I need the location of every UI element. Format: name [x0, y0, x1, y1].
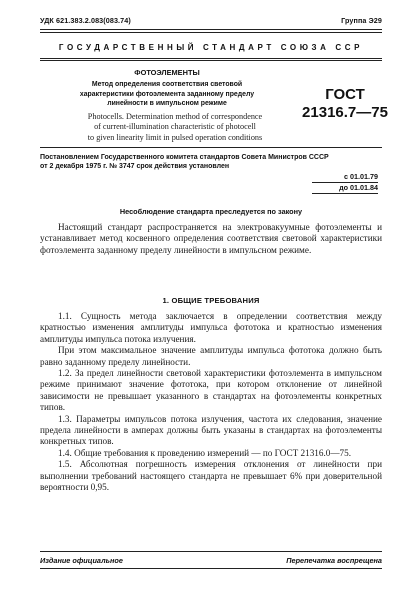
intro-paragraph — [40, 222, 382, 256]
intro-text: Настоящий стандарт распространяется на электровакуумные фотоэлементы и устанавливает метод косвенного определения соответствия световой характеристики фотоэлемента заданному пределу линейности в импульсном режиме. — [40, 222, 382, 255]
top-rule-4 — [40, 60, 382, 61]
udk-code: УДК 621.383.2.083(083.74) — [40, 16, 131, 25]
date-from: с 01.01.79 — [312, 172, 378, 183]
en-title-line: Photocells. Determination method of correspondence — [87, 112, 263, 121]
paragraph-1-4: 1.4. Общие требования к проведению измерений — по ГОСТ 21316.0—75. — [58, 447, 352, 458]
paragraph-1-5: 1.5. Абсолютная погрешность измерения отклонения от линейности при выполнении требований настоящего стандарта не превышает 6% при доверительной вероятности 0,95. — [40, 459, 382, 493]
category-title: ФОТОЭЛЕМЕНТЫ — [134, 68, 200, 77]
law-notice: Несоблюдение стандарта преследуется по закону — [119, 207, 303, 216]
footer-rule-2 — [40, 568, 382, 569]
ru-title — [62, 80, 272, 109]
validity-dates — [312, 172, 378, 194]
top-rule-3 — [40, 58, 382, 59]
section-1-title: 1. ОБЩИЕ ТРЕБОВАНИЯ — [162, 296, 260, 305]
state-standard-title: ГОСУДАРСТВЕННЫЙ СТАНДАРТ СОЮЗА ССР — [58, 43, 364, 52]
decree-text — [40, 153, 385, 172]
gost-number: 21316.7—75 — [302, 104, 388, 121]
en-title-line: of current-illumination characteristic of photocell — [94, 122, 256, 132]
decree-line: от 2 декабря 1975 г. № 3747 срок действия установлен — [40, 163, 230, 171]
gost-label: ГОСТ — [325, 86, 365, 103]
decree-line: Постановлением Государственного комитета стандартов Совета Министров СССР — [40, 154, 329, 161]
ru-title-line: линейности в импульсном режиме — [107, 100, 227, 108]
top-rule-1 — [40, 29, 382, 30]
footer-official: Издание официальное — [40, 556, 123, 565]
paragraph-1-1: 1.1. Сущность метода заключается в определении соответствия между кратностью изменения амплитуды импульса фототока и кратностью изменения амплитуды импульса потока излучения. — [40, 311, 382, 344]
en-title-line: to given linearity limit in pulsed operation conditions — [87, 132, 263, 142]
en-title — [60, 112, 290, 143]
gost-designation — [300, 86, 390, 122]
footer-rule-1 — [40, 551, 382, 552]
paragraph-1-2: 1.2. За предел линейности световой характеристики фотоэлемента в импульсном режиме принимают значение фототока, при котором отклонение от линейной зависимости не превышает указанного в стандартах на фотоэлементы конкретных типов. — [40, 368, 382, 413]
ru-title-line: Метод определения соответствия световой — [91, 81, 243, 88]
date-to: до 01.01.84 — [312, 183, 378, 194]
divider-rule — [40, 147, 382, 148]
ru-title-line: характеристики фотоэлемента заданному пределу — [79, 90, 255, 98]
top-rule-2 — [40, 32, 382, 33]
group-code: Группа Э29 — [341, 16, 382, 25]
footer-reprint: Перепечатка воспрещена — [286, 556, 382, 565]
section-1-body — [40, 311, 382, 494]
paragraph-1-1-cont: При этом максимальное значение амплитуды импульса фототока должно быть равно заданному пределу линейности. — [40, 345, 382, 367]
paragraph-1-3: 1.3. Параметры импульсов потока излучения, частота их следования, значение предела линейности в амперах должны быть указаны в стандартах на фотоэлементы конкретных типов. — [40, 413, 382, 447]
